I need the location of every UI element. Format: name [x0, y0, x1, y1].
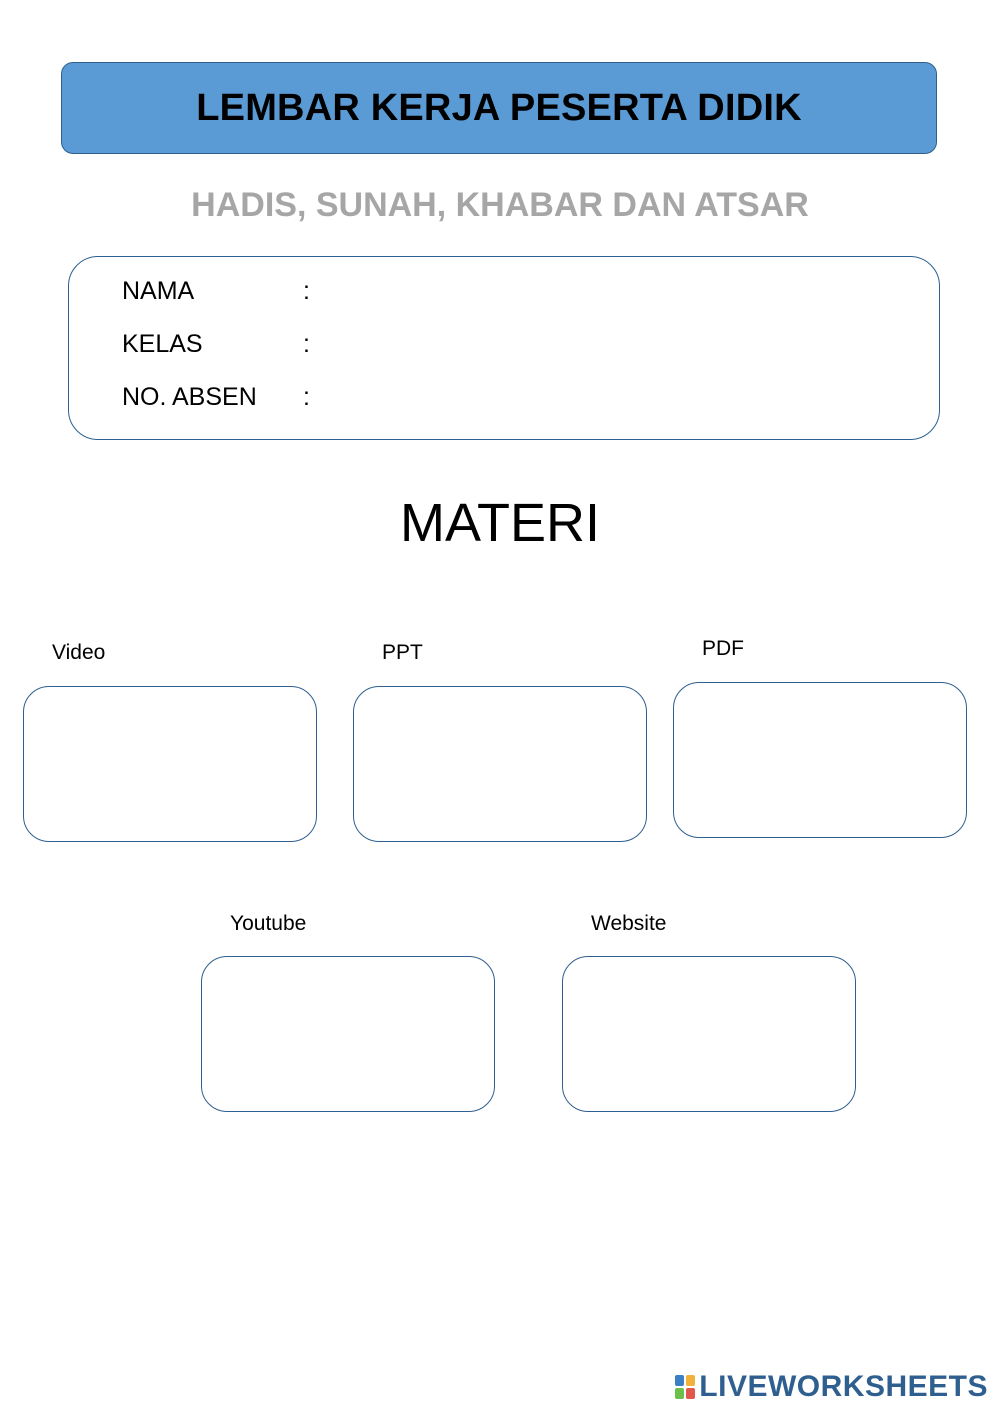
nama-colon: :: [303, 277, 310, 305]
no-absen-colon: :: [303, 383, 310, 411]
worksheet-title: LEMBAR KERJA PESERTA DIDIK: [196, 86, 802, 129]
title-banner: [61, 62, 937, 154]
youtube-link-box[interactable]: [201, 956, 495, 1112]
liveworksheets-logo-icon: [675, 1375, 695, 1399]
website-label: Website: [591, 912, 667, 935]
video-label: Video: [52, 641, 106, 664]
youtube-label: Youtube: [230, 912, 307, 935]
pdf-link-box[interactable]: [673, 682, 967, 838]
ppt-label: PPT: [382, 641, 423, 664]
liveworksheets-watermark: [675, 1370, 988, 1404]
worksheet-subtitle: HADIS, SUNAH, KHABAR DAN ATSAR: [191, 186, 809, 224]
website-link-box[interactable]: [562, 956, 856, 1112]
kelas-colon: :: [303, 330, 310, 358]
student-identity-box: [68, 256, 940, 440]
watermark-text: LIVEWORKSHEETS: [699, 1370, 988, 1403]
materi-heading: MATERI: [400, 493, 600, 553]
video-link-box[interactable]: [23, 686, 317, 842]
pdf-label: PDF: [702, 637, 744, 660]
kelas-label: KELAS: [122, 330, 203, 358]
ppt-link-box[interactable]: [353, 686, 647, 842]
nama-label: NAMA: [122, 277, 195, 305]
no-absen-label: NO. ABSEN: [122, 383, 257, 411]
